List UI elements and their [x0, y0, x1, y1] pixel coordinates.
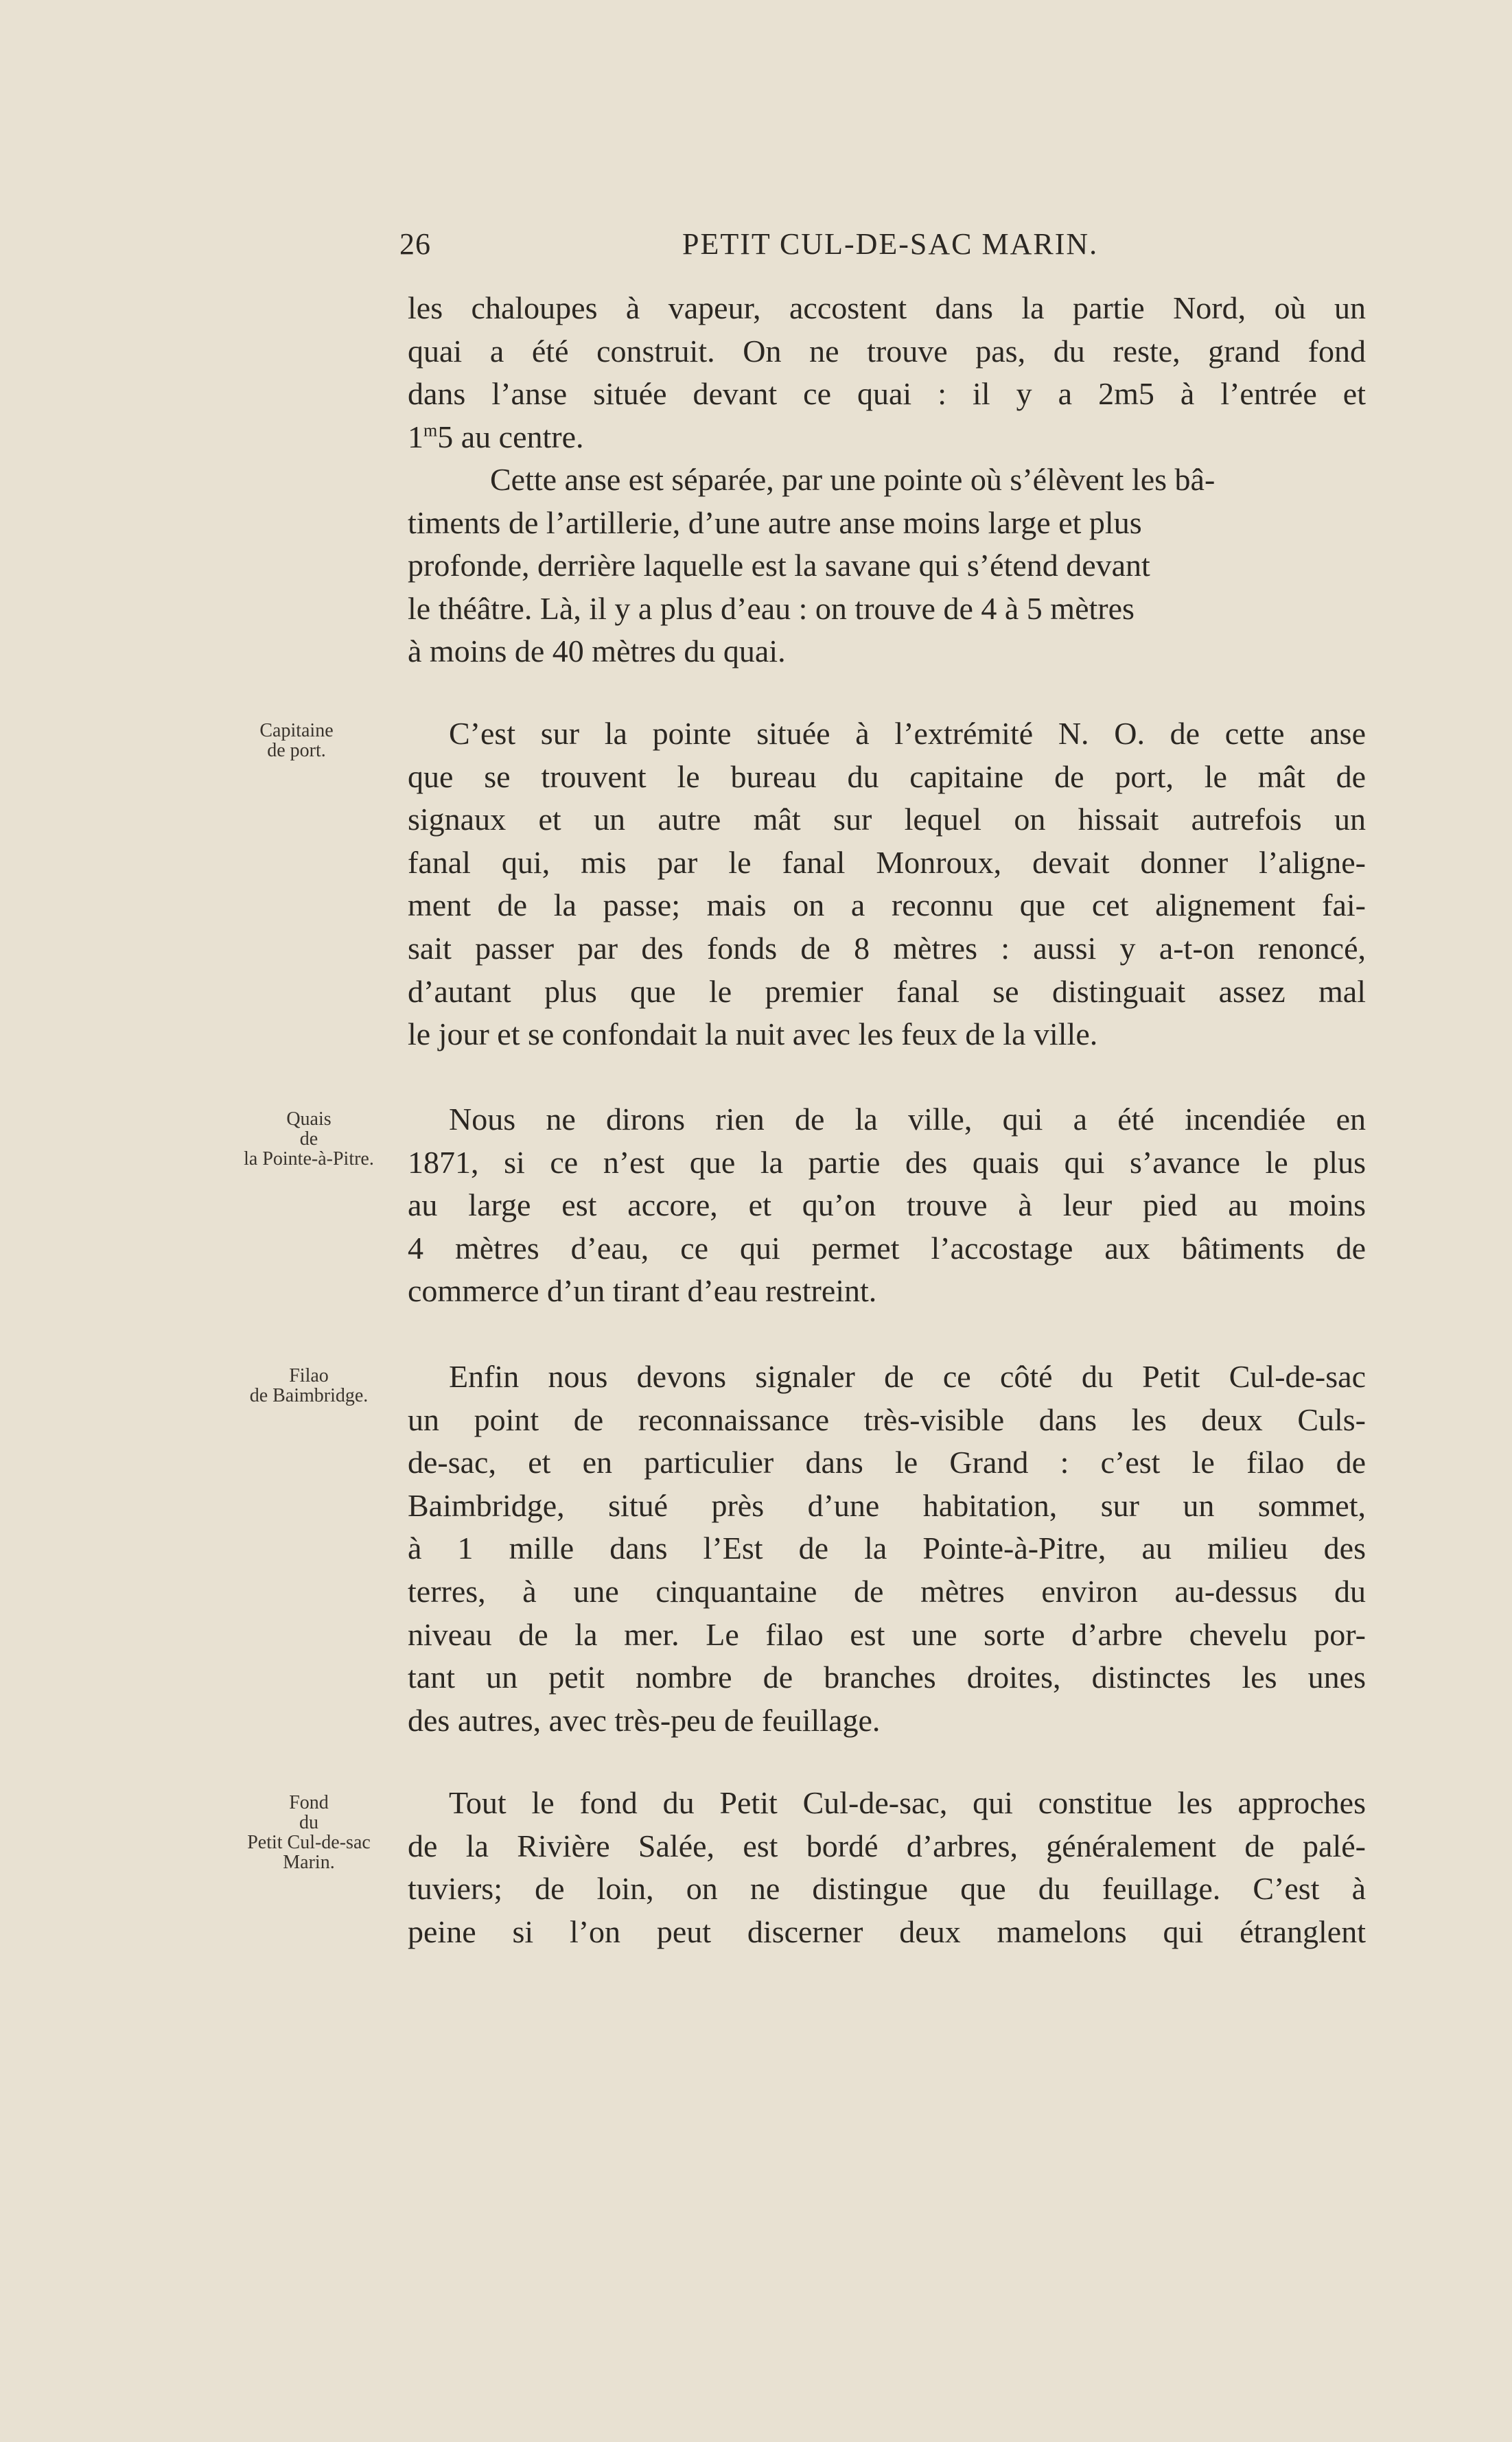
text-line: le jour et se confondait la nuit avec les feux de la ville. [408, 1016, 1098, 1051]
text-line: sait passer par des fonds de 8 mètres : aussi y a-t-on renoncé, [408, 930, 1366, 966]
text-line: tant un petit nombre de branches droites, distinctes les unes [408, 1660, 1366, 1695]
text-line: 5 au centre. [437, 419, 584, 454]
margin-note-line: Quais [286, 1108, 332, 1130]
text-line: de-sac, et en particulier dans le Grand : c’est le filao de [408, 1445, 1366, 1480]
paragraph-1 [408, 287, 1366, 416]
text-line: tuviers; de loin, on ne distingue que du feuillage. C’est à [408, 1871, 1366, 1907]
text-line: Enfin nous devons signaler de ce côté du Petit Cul-de-sac [449, 1359, 1366, 1394]
text-line: timents de l’artillerie, d’une autre anse moins large et plus [408, 504, 1142, 540]
text-line: à moins de 40 mètres du quai. [408, 633, 786, 668]
paragraph-5-end [408, 1699, 1366, 1743]
margin-note-line: de port. [267, 740, 326, 761]
margin-note-line: la Pointe-à-Pitre. [244, 1148, 374, 1170]
margin-note-filao [213, 1366, 405, 1406]
text-line: commerce d’un tirant d’eau restreint. [408, 1273, 877, 1308]
text-line: terres, à une cinquantaine de mètres environ au-dessus du [408, 1573, 1366, 1609]
text-line: peine si l’on peut discerner deux mamelons qui étranglent [408, 1914, 1366, 1949]
running-title: PETIT CUL-DE-SAC MARIN. [682, 227, 1099, 261]
paragraph-3 [408, 712, 1366, 1013]
margin-note-quais [206, 1109, 412, 1169]
text-line: profonde, derrière laquelle est la savane qui s’étend devant [408, 548, 1150, 583]
text-line: que se trouvent le bureau du capitaine de port, le mât de [408, 758, 1366, 794]
page-header [399, 226, 1360, 268]
text-line: de la Rivière Salée, est bordé d’arbres, généralement de palé- [408, 1828, 1366, 1863]
text-line: à 1 mille dans l’Est de la Pointe-à-Pitre, au milieu des [408, 1531, 1366, 1566]
paragraph-4 [408, 1098, 1366, 1270]
text-line: d’autant plus que le premier fanal se distinguait assez mal [408, 973, 1366, 1009]
margin-note-line: de [299, 1128, 318, 1150]
text-line: des autres, avec très-peu de feuillage. [408, 1703, 881, 1738]
margin-note-line: du [299, 1812, 318, 1833]
text-line: fanal qui, mis par le fanal Monroux, devait donner l’aligne- [408, 844, 1366, 880]
text-line: le théâtre. Là, il y a plus d’eau : on trouve de 4 à 5 mètres [408, 590, 1135, 626]
paragraph-2 [408, 458, 1366, 630]
margin-note-capitaine [242, 721, 351, 760]
text-line: ment de la passe; mais on a reconnu que cet alignement fai- [408, 887, 1366, 923]
text-line: au large est accore, et qu’on trouve à leur pied au moins [408, 1187, 1366, 1223]
text-line: un point de reconnaissance très-visible dans les deux Culs- [408, 1402, 1366, 1437]
text-line: niveau de la mer. Le filao est une sorte d’arbre chevelu por- [408, 1616, 1366, 1652]
margin-note-line: de Baimbridge. [249, 1385, 369, 1406]
text-line: 1 [408, 419, 423, 454]
text-line: 1871, si ce n’est que la partie des quais qui s’avance le plus [408, 1144, 1366, 1180]
text-line: C’est sur la pointe située à l’extrémité N. O. de cette anse [449, 716, 1366, 751]
text-line: Cette anse est séparée, par une pointe où s’élèvent les bâ- [490, 462, 1216, 497]
margin-note-line: Filao [289, 1365, 329, 1386]
paragraph-5 [408, 1356, 1366, 1699]
text-line: dans l’anse située devant ce quai : il y a 2m5 à l’entrée et [408, 376, 1366, 412]
paragraph-4-end [408, 1270, 1366, 1313]
text-line: Tout le fond du Petit Cul-de-sac, qui constitue les approches [449, 1785, 1366, 1820]
paragraph-3-end [408, 1013, 1366, 1056]
margin-note-line: Fond [289, 1792, 329, 1813]
paragraph-2-end [408, 630, 1366, 673]
text-line: quai a été construit. On ne trouve pas, du reste, grand fond [408, 333, 1366, 369]
margin-note-fond [213, 1793, 405, 1872]
margin-note-line: Marin. [283, 1852, 335, 1873]
text-line: Baimbridge, situé près d’une habitation, sur un sommet, [408, 1487, 1366, 1523]
text-line: Nous ne dirons rien de la ville, qui a été incendiée en [449, 1102, 1366, 1137]
unit-superscript: m [423, 420, 438, 441]
margin-note-line: Capitaine [259, 720, 334, 741]
text-line: les chaloupes à vapeur, accostent dans la partie Nord, où un [408, 290, 1366, 325]
paragraph-6 [408, 1782, 1366, 1953]
paragraph-1-end [408, 416, 1366, 459]
text-line: signaux et un autre mât sur lequel on hissait autrefois un [408, 802, 1366, 837]
margin-note-line: Petit Cul-de-sac [247, 1832, 371, 1853]
page-number: 26 [399, 227, 431, 261]
text-line: 4 mètres d’eau, ce qui permet l’accostage aux bâtiments de [408, 1230, 1366, 1266]
